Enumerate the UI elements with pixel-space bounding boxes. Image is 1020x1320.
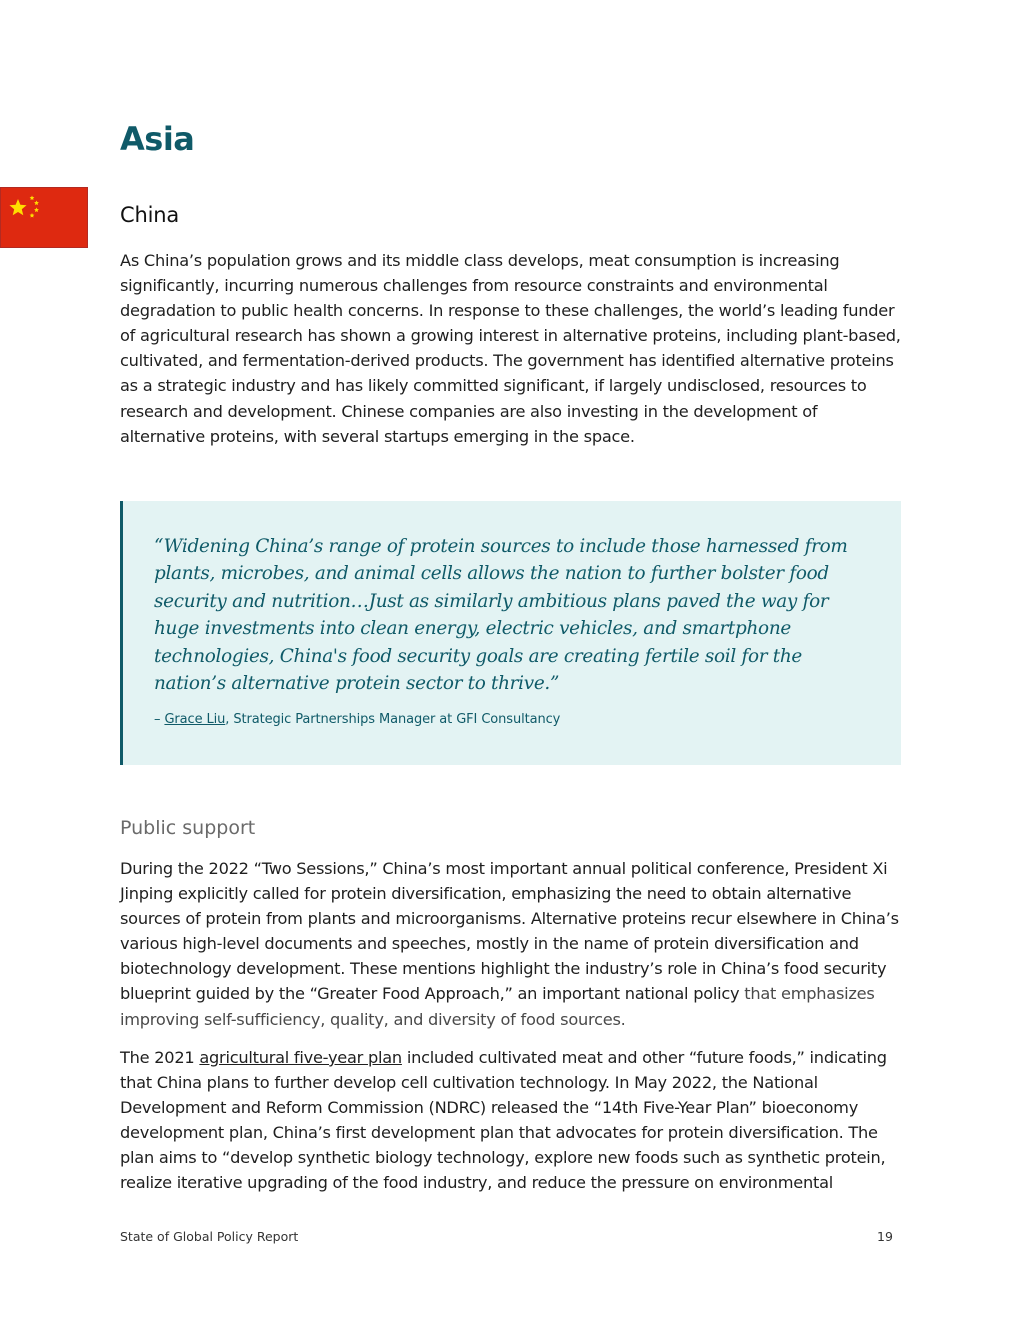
- paragraph-1-main: During the 2022 “Two Sessions,” China’s most important annual political conference, President Xi Jinping explicitly called for protein diversification, emphasizing the need to obtain alternative sources of protein from plants and microorganisms. Alternative proteins recur elsewhere in China’s various high-level documents and speeches, mostly in the name of protein diversification and biotechnology development. These mentions highlight the industry’s role in China’s food security blueprint guided by the “Greater Food Approach,” an important national policy: [120, 859, 899, 1004]
- quote-text: “Widening China’s range of protein sources to include those harnessed from plants, microbes, and animal cells allows the nation to further bolster food security and nutrition…Just as similarly ambitious plans paved the way for huge investments into clean energy, electric vehicles, and smartphone technologies, China's food security goals are creating fertile soil for the nation’s alternative protein sector to thrive.”: [154, 536, 848, 695]
- paragraph-2-rest: included cultivated meat and other “future foods,” indicating that China plans to further develop cell cultivation technology. In May 2022, the National Development and Reform Commission (NDRC) released the “14th Five-Year Plan” bioeconomy development plan, China’s first development plan that advocates for protein diversification. The plan aims to “develop synthetic biology technology, explore new foods such as synthetic protein, realize iterative upgrading of the food industry, and reduce the pressure on environmental: [120, 1048, 887, 1193]
- china-flag-icon: [0, 187, 88, 248]
- author-link[interactable]: Grace Liu: [164, 712, 226, 727]
- attribution-dash: –: [154, 712, 165, 727]
- intro-paragraph: As China’s population grows and its middle class develops, meat consumption is increasing significantly, incurring numerous challenges from resource constraints and environmental degradation to public health concerns. In response to these challenges, the world’s leading funder of agricultural research has shown a growing interest in alternative proteins, including plant-based, cultivated, and fermentation-derived products. The government has identified alternative proteins as a strategic industry and has likely committed significant, if largely undisclosed, resources to research and development. Chinese companies are also investing in the development of alternative proteins, with several startups emerging in the space.: [120, 251, 901, 446]
- paragraph-2-lead: The 2021: [120, 1048, 200, 1067]
- five-year-plan-link[interactable]: agricultural five-year plan: [199, 1048, 402, 1067]
- quote-attribution: [154, 712, 560, 727]
- paragraph-1-muted: that emphasizes improving self-sufficiency, quality, and diversity of food sources.: [120, 984, 875, 1029]
- section-title-public-support: Public support: [120, 817, 256, 839]
- flag-field: [1, 188, 88, 248]
- region-title: Asia: [120, 120, 195, 158]
- pull-quote: [120, 501, 901, 765]
- author-role: , Strategic Partnerships Manager at GFI Consultancy: [225, 712, 561, 727]
- public-support-paragraph-1: [120, 856, 902, 1032]
- country-title: China: [120, 203, 179, 227]
- public-support-paragraph-2: [120, 1045, 902, 1196]
- footer-page-number: 19: [877, 1229, 893, 1244]
- footer-report-name: State of Global Policy Report: [120, 1229, 299, 1244]
